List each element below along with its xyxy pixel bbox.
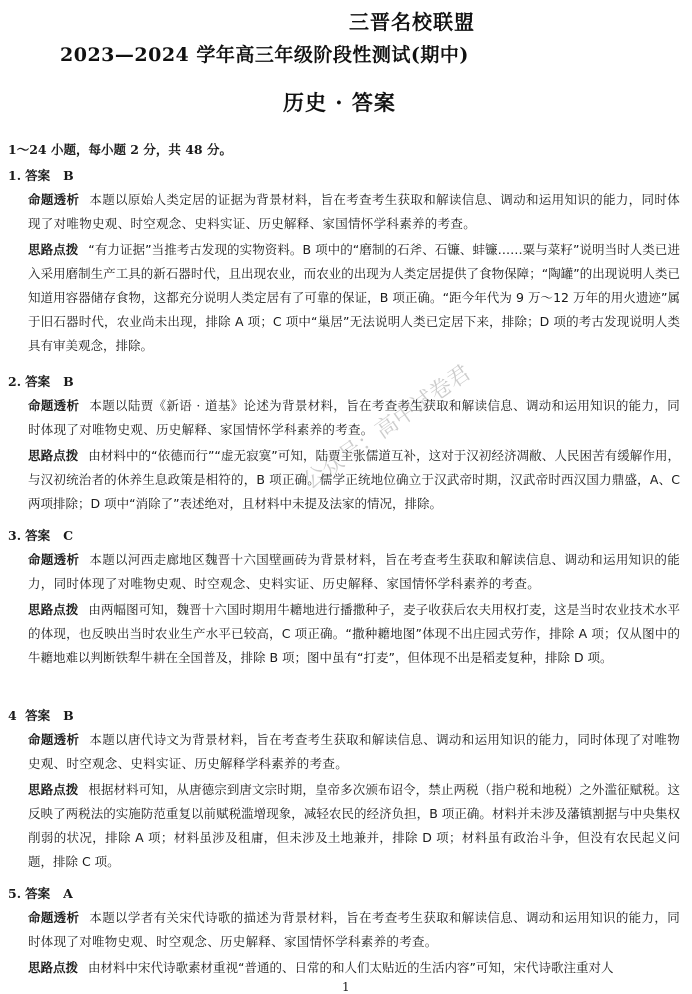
answer-line [8, 884, 73, 902]
mingti-label: 命题透析 [28, 910, 80, 925]
question-number: 3. [8, 528, 22, 543]
answer-choice: B [63, 708, 74, 723]
mingti-paragraph [28, 906, 680, 954]
question-number: 5. [8, 886, 22, 901]
mingti-paragraph [28, 548, 680, 596]
section-intro: 1～24 小题，每小题 2 分，共 48 分。 [8, 142, 232, 157]
subject-title: 历史 · 答案 [283, 90, 396, 115]
exam-title: 2023—2024 学年高三年级阶段性测试(期中) [60, 44, 469, 66]
silu-text: 由两幅图可知，魏晋十六国时期用牛耱地进行播撒种子，麦子收获后农夫用权打麦，这是当时农业技术水平的体现，也反映出当时农业生产水平已较高，C 项正确。“撒种耱地图”体现不出庄园式劳作，排除 A 项；仅从图中的牛耱地难以判断铁犁牛耕在全国普及，排除 B 项；图中虽有“打麦”，但体现不出是稻麦复种，排除 D 项。 [28, 602, 680, 665]
silu-text: 根据材料可知，从唐德宗到唐文宗时期，皇帝多次颁布诏令，禁止两税（指户税和地税）之外滥征赋税。这反映了两税法的实施防范重复以前赋税滥增现象，减轻农民的经济负担，B 项正确。材料并未涉及藩镇割据与中央集权削弱的状况，排除 A 项；材料虽涉及租庸，但未涉及土地兼并，排除 D 项；材料虽有政治斗争，但没有农民起义问题，排除 C 项。 [28, 782, 680, 869]
silu-label: 思路点拨 [28, 448, 79, 463]
silu-text: “有力证据”当推考古发现的实物资料。B 项中的“磨制的石斧、石镰、蚌镰……粟与菜籽”说明当时人类已进入采用磨制生产工具的新石器时代，且出现农业，而农业的出现为人类定居提供了食物保障；“陶罐”的出现说明人类已知道用容器储存食物，这都充分说明人类定居有了可靠的保证，B 项正确。“距今年代为 9 万～12 万年的用火遗迹”属于旧石器时代，农业尚未出现，排除 A 项；C 项中“巢居”无法说明人类已定居下来，排除；D 项的考古发现说明人类具有审美观念，排除。 [28, 242, 680, 353]
answer-label: 答案 [25, 886, 51, 901]
answer-line [8, 706, 74, 724]
mingti-text: 本题以原始人类定居的证据为背景材料，旨在考查考生获取和解读信息、调动和运用知识的能力，同时体现了对唯物史观、时空观念、史料实证、历史解释、家国情怀学科素养的考查。 [28, 192, 680, 231]
silu-text: 由材料中宋代诗歌素材重视“普通的、日常的和人们太贴近的生活内容”可知，宋代诗歌注重对人 [88, 960, 614, 975]
mingti-label: 命题透析 [28, 552, 80, 567]
mingti-text: 本题以河西走廊地区魏晋十六国壁画砖为背景材料，旨在考查考生获取和解读信息、调动和运用知识的能力，同时体现了对唯物史观、时空观念、史料实证、历史解释、家国情怀学科素养的考查。 [28, 552, 680, 591]
silu-label: 思路点拨 [28, 782, 79, 797]
mingti-paragraph [28, 728, 680, 776]
question-number: 2. [8, 374, 22, 389]
mingti-label: 命题透析 [28, 398, 80, 413]
question-number: 4 [8, 708, 17, 723]
alliance-title: 三晋名校联盟 [349, 10, 475, 34]
answer-choice: B [63, 374, 74, 389]
answer-line [8, 372, 74, 390]
answer-choice: C [63, 528, 74, 543]
watermark: 公众号：高中试卷君 [298, 360, 476, 495]
answer-line [8, 526, 73, 544]
page-number: 1 [342, 980, 350, 994]
answer-line [8, 166, 74, 184]
answer-label: 答案 [25, 528, 51, 543]
mingti-text: 本题以陆贾《新语 · 道基》论述为背景材料，旨在考查考生获取和解读信息、调动和运用知识的能力，同时体现了对唯物史观、历史解释、家国情怀学科素养的考查。 [28, 398, 680, 437]
answer-label: 答案 [25, 708, 51, 723]
mingti-label: 命题透析 [28, 732, 80, 747]
silu-paragraph [28, 778, 680, 874]
silu-label: 思路点拨 [28, 602, 79, 617]
mingti-paragraph [28, 188, 680, 236]
answer-choice: A [63, 886, 73, 901]
mingti-label: 命题透析 [28, 192, 80, 207]
mingti-text: 本题以学者有关宋代诗歌的描述为背景材料，旨在考查考生获取和解读信息、调动和运用知识的能力，同时体现了对唯物史观、时空观念、历史解释、家国情怀学科素养的考查。 [28, 910, 680, 949]
silu-paragraph [28, 238, 680, 358]
silu-label: 思路点拨 [28, 960, 79, 975]
answer-choice: B [63, 168, 74, 183]
answer-label: 答案 [25, 374, 51, 389]
silu-label: 思路点拨 [28, 242, 79, 257]
answer-label: 答案 [25, 168, 51, 183]
silu-paragraph [28, 598, 680, 670]
mingti-text: 本题以唐代诗文为背景材料，旨在考查考生获取和解读信息、调动和运用知识的能力，同时体现了对唯物史观、时空观念、史料实证、历史解释学科素养的考查。 [28, 732, 680, 771]
question-number: 1. [8, 168, 22, 183]
silu-text: 由材料中的“依德而行”“虚无寂寞”可知，陆贾主张儒道互补，这对于汉初经济凋敝、人民困苦有缓解作用，与汉初统治者的休养生息政策是相符的，B 项正确。儒学正统地位确立于汉武帝时期，汉武帝时西汉国力鼎盛，A、C 两项排除；D 项中“消除了”表述绝对，且材料中未提及法家的情况，排除。 [28, 448, 680, 511]
silu-paragraph [28, 956, 680, 980]
